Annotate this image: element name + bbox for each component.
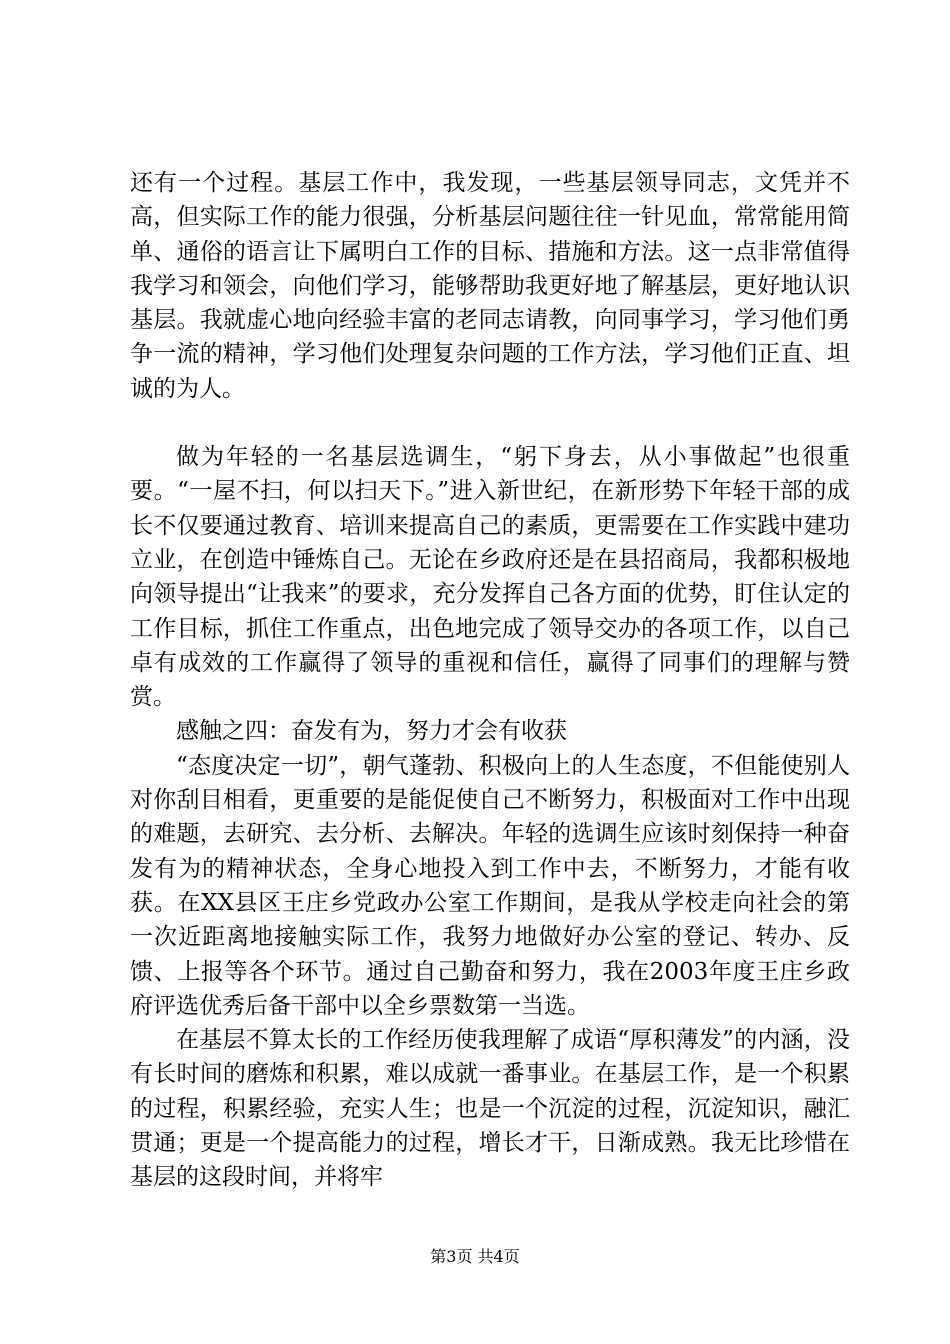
paragraph-attitude: “态度决定一切”，朝气蓬勃、积极向上的人生态度，不但能使别人对你刮目相看，更重要的是能促使自己不断努力，积极面对工作中出现的难题，去研究、去分析、去解决。年轻的选调生应该时刻保持一种奋发有为的精神状态，全身心地投入到工作中去，不断努力，才能有收获。在XX县区王庄乡党政办公室工作期间，是我从学校走向社会的第一次近距离地接触实际工作，我努力地做好办公室的登记、转办、反馈、上报等各个环节。通过自己勤奋和努力，我在2003年度王庄乡政府评选优秀后备干部中以全乡票数第一当选。 xyxy=(130,752,850,1019)
document-body xyxy=(130,166,850,1195)
page-number-footer: 第3页 共4页 xyxy=(430,1247,520,1266)
section-heading-four: 感触之四：奋发有为，努力才会有收获 xyxy=(176,718,567,745)
paragraph-continuation: 还有一个过程。基层工作中，我发现，一些基层领导同志，文凭并不高，但实际工作的能力很强，分析基层问题往往一针见血，常常能用简单、通俗的语言让下属明白工作的目标、措施和方法。这一点非常值得我学习和领会，向他们学习，能够帮助我更好地了解基层，更好地认识基层。我就虚心地向经验丰富的老同志请教，向同事学习，学习他们勇争一流的精神，学习他们处理复杂问题的工作方法，学习他们正直、坦诚的为人。 xyxy=(130,170,850,402)
paragraph-accumulation: 在基层不算太长的工作经历使我理解了成语“厚积薄发”的内涵，没有长时间的磨炼和积累，难以成就一番事业。在基层工作，是一个积累的过程，积累经验，充实人生；也是一个沉淀的过程，沉淀知识，融汇贯通；更是一个提高能力的过程，增长才干，日渐成熟。我无比珍惜在基层的这段时间，并将牢 xyxy=(130,1027,850,1191)
paragraph-grassroots-selection: 做为年轻的一名基层选调生，“躬下身去，从小事做起”也很重要。“一屋不扫，何以扫天下。”进入新世纪，在新形势下年轻干部的成长不仅要通过教育、培训来提高自己的素质，更需要在工作实践中建功立业，在创造中锤炼自己。无论在乡政府还是在县招商局，我都积极地向领导提出“让我来”的要求，充分发挥自己各方面的优势，盯住认定的工作目标，抓住工作重点，出色地完成了领导交办的各项工作，以自己卓有成效的工作赢得了领导的重视和信任，赢得了同事们的理解与赞赏。 xyxy=(130,444,850,711)
